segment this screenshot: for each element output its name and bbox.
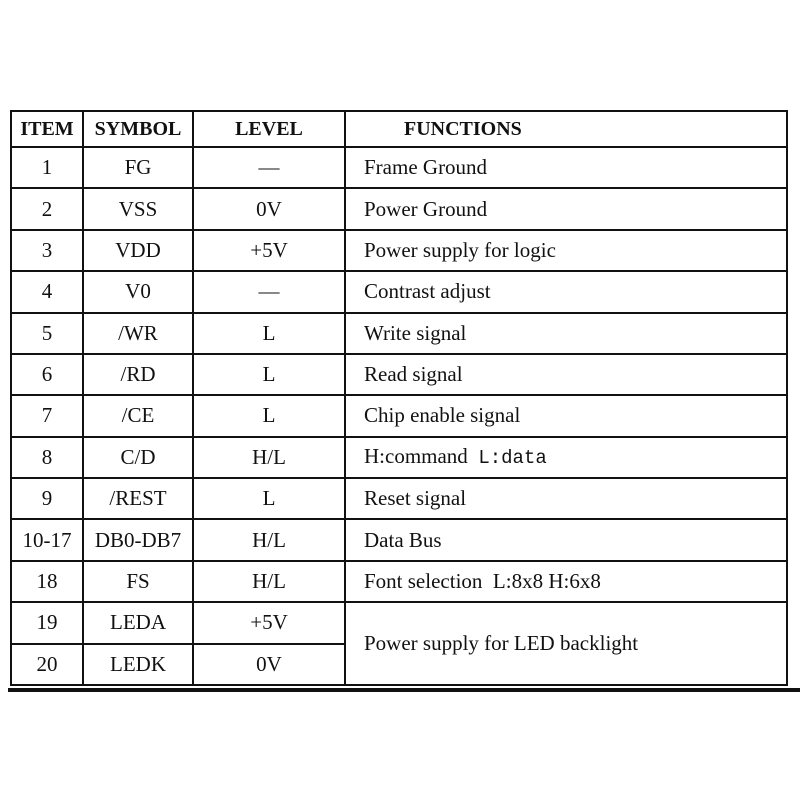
cell-function: Font selection L:8x8 H:6x8	[345, 561, 787, 602]
header-level: LEVEL	[193, 111, 345, 147]
cell-symbol: FG	[83, 147, 193, 188]
header-symbol: SYMBOL	[83, 111, 193, 147]
cell-function	[345, 437, 787, 478]
cell-symbol: FS	[83, 561, 193, 602]
cell-item: 3	[11, 230, 83, 271]
cell-function: Power supply for logic	[345, 230, 787, 271]
cell-function-merged: Power supply for LED backlight	[345, 602, 787, 685]
cell-symbol: C/D	[83, 437, 193, 478]
cell-function: Data Bus	[345, 519, 787, 560]
cell-item: 10-17	[11, 519, 83, 560]
bottom-rule-divider	[8, 688, 800, 692]
cell-level: L	[193, 395, 345, 436]
table-row	[11, 519, 787, 560]
cell-level: —	[193, 147, 345, 188]
cell-level: H/L	[193, 437, 345, 478]
cell-level: +5V	[193, 602, 345, 643]
cell-item: 20	[11, 644, 83, 686]
table-row	[11, 561, 787, 602]
cell-level: +5V	[193, 230, 345, 271]
cell-function: Contrast adjust	[345, 271, 787, 312]
header-functions: FUNCTIONS	[345, 111, 787, 147]
table-row	[11, 188, 787, 229]
cell-level: L	[193, 313, 345, 354]
cell-item: 2	[11, 188, 83, 229]
cell-item: 19	[11, 602, 83, 643]
table-row	[11, 602, 787, 643]
cell-level: H/L	[193, 519, 345, 560]
cell-symbol: DB0-DB7	[83, 519, 193, 560]
cell-item: 8	[11, 437, 83, 478]
function-text: H:command	[364, 444, 468, 469]
cell-level: 0V	[193, 644, 345, 686]
table-row	[11, 230, 787, 271]
cell-item: 6	[11, 354, 83, 395]
cell-function: Frame Ground	[345, 147, 787, 188]
cell-item: 4	[11, 271, 83, 312]
table-header-row	[11, 111, 787, 147]
cell-symbol: LEDK	[83, 644, 193, 686]
function-extra-text: L:data	[478, 447, 547, 470]
table-row	[11, 313, 787, 354]
cell-level: H/L	[193, 561, 345, 602]
cell-level: 0V	[193, 188, 345, 229]
table-row	[11, 271, 787, 312]
table-row	[11, 437, 787, 478]
header-item: ITEM	[11, 111, 83, 147]
cell-item: 7	[11, 395, 83, 436]
table-row	[11, 354, 787, 395]
cell-symbol: /RD	[83, 354, 193, 395]
cell-symbol: /WR	[83, 313, 193, 354]
cell-symbol: VDD	[83, 230, 193, 271]
cell-symbol: /REST	[83, 478, 193, 519]
cell-item: 9	[11, 478, 83, 519]
cell-item: 1	[11, 147, 83, 188]
cell-symbol: LEDA	[83, 602, 193, 643]
cell-level: L	[193, 478, 345, 519]
cell-function: Read signal	[345, 354, 787, 395]
pin-assignment-table	[10, 110, 788, 686]
table-row	[11, 478, 787, 519]
cell-symbol: /CE	[83, 395, 193, 436]
table-row	[11, 395, 787, 436]
cell-item: 5	[11, 313, 83, 354]
cell-function: Reset signal	[345, 478, 787, 519]
cell-symbol: VSS	[83, 188, 193, 229]
table-row	[11, 147, 787, 188]
cell-symbol: V0	[83, 271, 193, 312]
cell-function: Write signal	[345, 313, 787, 354]
cell-level: L	[193, 354, 345, 395]
cell-function: Power Ground	[345, 188, 787, 229]
cell-function: Chip enable signal	[345, 395, 787, 436]
cell-level: —	[193, 271, 345, 312]
cell-item: 18	[11, 561, 83, 602]
